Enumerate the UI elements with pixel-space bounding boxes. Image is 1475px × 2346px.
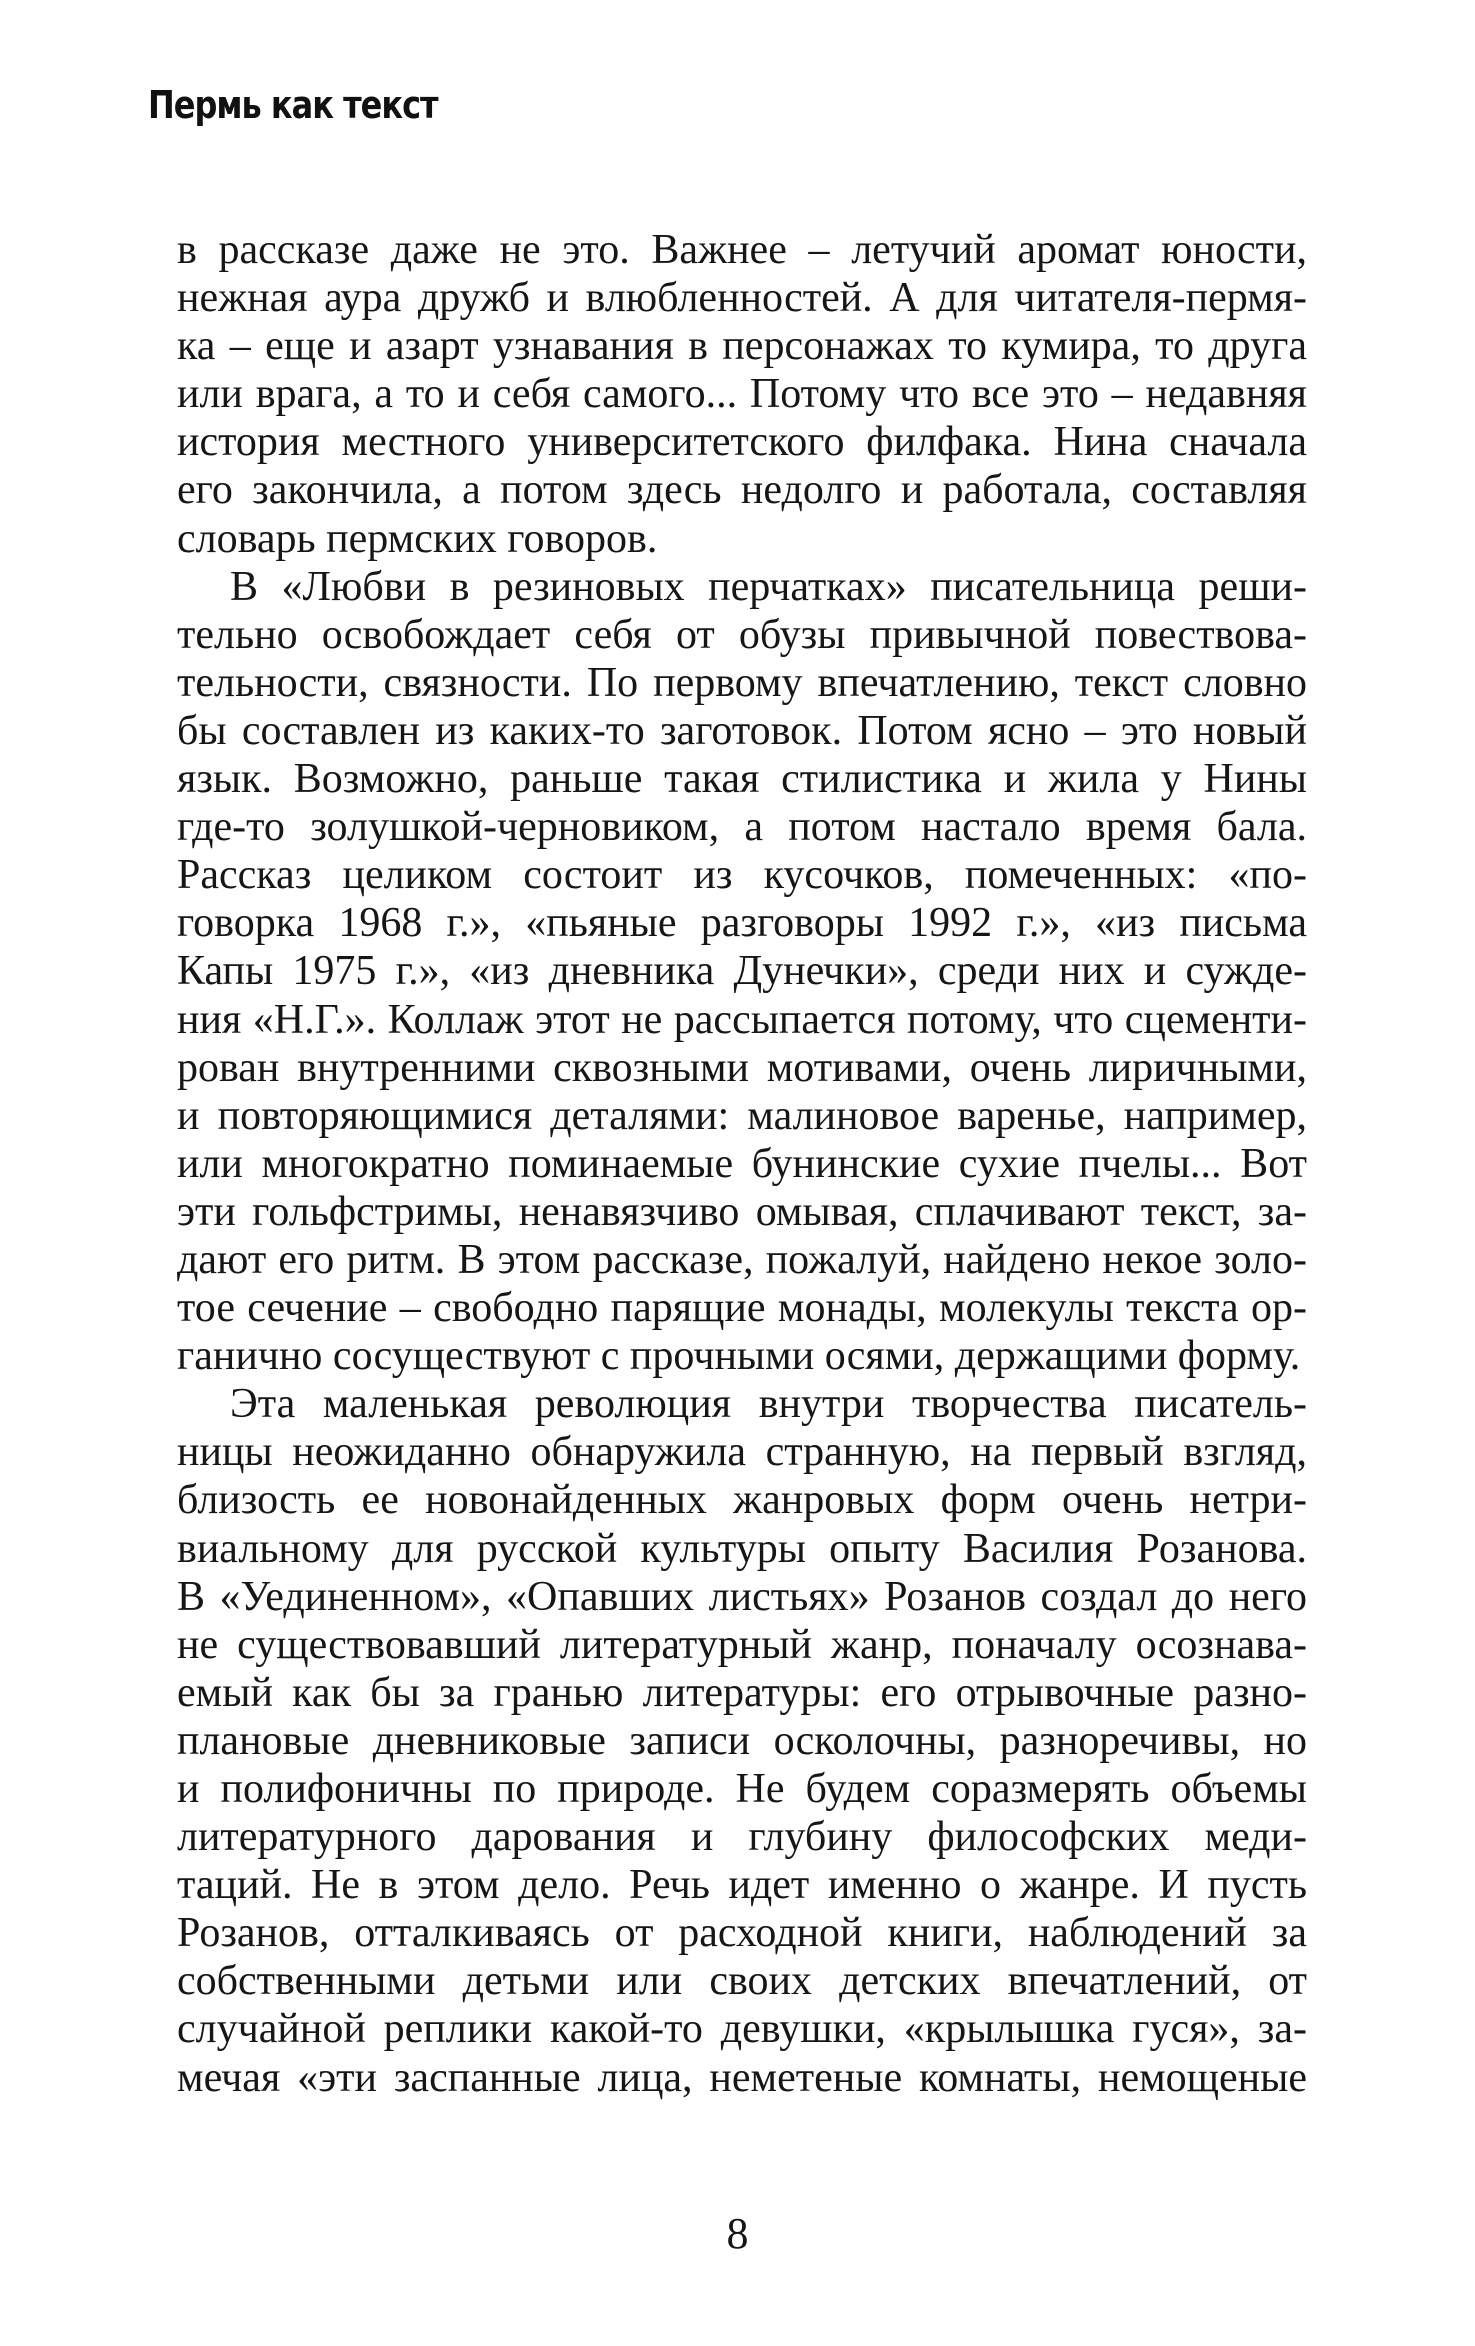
text-line: близость ее новонайденных жанровых форм очень нетри- — [177, 1477, 1307, 1524]
text-line: где-то золушкой-черновиком, а потом настало время бала. — [177, 804, 1307, 851]
text-line: Эта маленькая революция внутри творчества писатель- — [230, 1381, 1307, 1428]
text-line: литературного дарования и глубину философских меди- — [177, 1814, 1307, 1861]
text-line: Рассказ целиком состоит из кусочков, помеченных: «по- — [177, 852, 1307, 899]
text-line: собственными детьми или своих детских впечатлений, от — [177, 1958, 1307, 2005]
text-line: не существовавший литературный жанр, поначалу осознава- — [177, 1621, 1307, 1668]
text-line: и повторяющимися деталями: малиновое варенье, например, — [177, 1092, 1307, 1139]
text-line: емый как бы за гранью литературы: его отрывочные разно- — [177, 1669, 1307, 1716]
text-line: плановые дневниковые записи осколочны, разноречивы, но — [177, 1717, 1307, 1764]
text-line: словарь пермских говоров. — [177, 515, 658, 562]
text-line: виальному для русской культуры опыту Василия Розанова. — [177, 1525, 1307, 1572]
text-line: и полифоничны по природе. Не будем соразмерять объемы — [177, 1766, 1307, 1812]
text-line: эти гольфстримы, ненавязчиво омывая, сплачивают текст, за- — [177, 1188, 1307, 1235]
running-head: Пермь как текст — [148, 82, 438, 128]
text-line: В «Уединенном», «Опавших листьях» Розанов создал до него — [177, 1573, 1307, 1620]
text-line: таций. Не в этом дело. Речь идет именно о жанре. И пусть — [177, 1862, 1307, 1909]
text-line: тельности, связности. По первому впечатлению, текст словно — [177, 659, 1307, 706]
text-line: рован внутренними сквозными мотивами, очень лиричными, — [177, 1044, 1307, 1091]
body-text — [177, 226, 1307, 2102]
text-line: мечая «эти заспанные лица, неметеные комнаты, немощеные — [177, 2054, 1307, 2101]
text-line: или врага, а то и себя самого... Потому что все это – недавняя — [177, 371, 1307, 418]
text-line: В «Любви в резиновых перчатках» писательница реши- — [230, 563, 1307, 610]
page-number: 8 — [726, 2209, 749, 2258]
text-line: его закончила, а потом здесь недолго и работала, составляя — [177, 467, 1307, 514]
text-line: в рассказе даже не это. Важнее – летучий аромат юности, — [177, 227, 1307, 273]
text-line: тельно освобождает себя от обузы привычной повествова- — [177, 611, 1307, 658]
text-line: ка – еще и азарт узнавания в персонажах то кумира, то друга — [177, 323, 1307, 370]
text-line: бы составлен из каких-то заготовок. Потом ясно – это новый — [177, 707, 1307, 754]
text-line: язык. Возможно, раньше такая стилистика и жила у Нины — [177, 756, 1307, 803]
text-line: говорка 1968 г.», «пьяные разговоры 1992 г.», «из письма — [177, 900, 1307, 947]
text-line: ницы неожиданно обнаружила странную, на первый взгляд, — [177, 1429, 1307, 1476]
text-line: Розанов, отталкиваясь от расходной книги, наблюдений за — [177, 1910, 1307, 1957]
text-line: нежная аура дружб и влюбленностей. А для читателя-пермя- — [177, 275, 1307, 322]
text-line: история местного университетского филфака. Нина сначала — [177, 419, 1307, 466]
text-line: Капы 1975 г.», «из дневника Дунечки», среди них и сужде- — [177, 948, 1307, 995]
text-line: случайной реплики какой-то девушки, «крылышка гуся», за- — [177, 2006, 1307, 2053]
text-line: ганично сосуществуют с прочными осями, держащими форму. — [177, 1333, 1301, 1380]
text-line: или многократно поминаемые бунинские сухие пчелы... Вот — [177, 1140, 1307, 1187]
text-line: тое сечение – свободно парящие монады, молекулы текста ор- — [177, 1285, 1307, 1332]
text-line: ния «Н.Г.». Коллаж этот не рассыпается потому, что сцементи- — [177, 996, 1307, 1043]
text-line: дают его ритм. В этом рассказе, пожалуй, найдено некое золо- — [177, 1236, 1307, 1283]
